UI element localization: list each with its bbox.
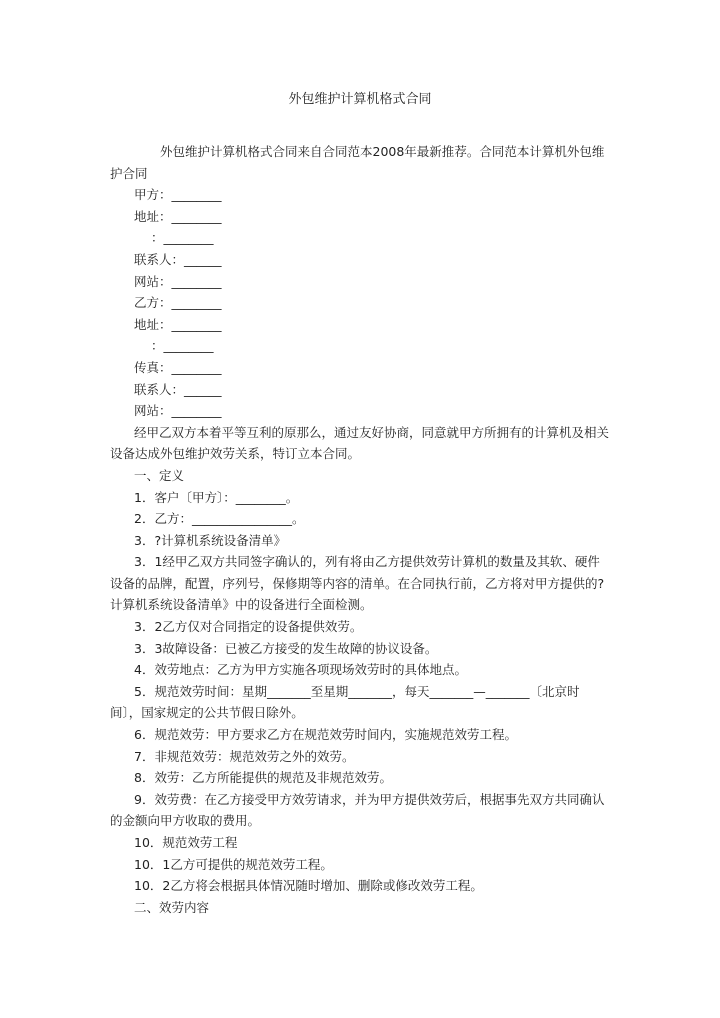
preamble-line-1: 经甲乙双方本着平等互利的原那么，通过友好协商，同意就甲方所拥有的计算机及相关 bbox=[134, 424, 610, 440]
party-b-fax-field: 传真：________ bbox=[134, 359, 222, 375]
preamble-line-2: 设备达成外包维护效劳关系，特订立本合同。 bbox=[110, 446, 361, 462]
party-a-website-field: 网站：________ bbox=[134, 273, 222, 289]
party-a-blank-field: ：________ bbox=[151, 230, 214, 246]
party-b-website-field: 网站：________ bbox=[134, 403, 222, 419]
party-b-field: 乙方：________ bbox=[134, 295, 222, 311]
party-a-address-field: 地址：________ bbox=[134, 208, 222, 224]
clause-3-1-line-2: 设备的品牌，配置，序列号，保修期等内容的清单。在合同执行前，乙方将对甲方提供的? bbox=[110, 575, 605, 591]
clause-3-2: 3．2乙方仅对合同指定的设备提供效劳。 bbox=[134, 619, 363, 635]
party-b-contact-field: 联系人：______ bbox=[134, 381, 222, 397]
document-title: 外包维护计算机格式合同 bbox=[288, 92, 432, 107]
clause-4: 4．效劳地点：乙方为甲方实施各项现场效劳时的具体地点。 bbox=[134, 662, 467, 678]
clause-5-line-1: 5．规范效劳时间：星期_______至星期_______，每天_______—_______〔北京时 bbox=[134, 683, 580, 699]
document-body bbox=[110, 141, 615, 918]
clause-10: 10．规范效劳工程 bbox=[134, 835, 238, 850]
section-heading: 一、定义 bbox=[134, 467, 185, 483]
section-heading: 二、效劳内容 bbox=[134, 899, 210, 915]
party-b-blank-field: ：________ bbox=[151, 338, 214, 354]
party-a-field: 甲方：________ bbox=[134, 187, 222, 203]
intro-line-2: 护合同 bbox=[110, 165, 148, 181]
clause-5-line-2: 间〕，国家规定的公共节假日除外。 bbox=[110, 705, 304, 721]
clause-9-line-1: 9．效劳费：在乙方接受甲方效劳请求，并为甲方提供效劳后，根据事先双方共同确认 bbox=[134, 791, 605, 807]
clause-2: 2．乙方：________________。 bbox=[134, 511, 305, 527]
clause-7: 7．非规范效劳：规范效劳之外的效劳。 bbox=[134, 748, 355, 764]
party-b-address-field: 地址：________ bbox=[134, 316, 222, 332]
clause-6: 6．规范效劳：甲方要求乙方在规范效劳时间内，实施规范效劳工程。 bbox=[134, 727, 517, 743]
clause-10-1: 10．1乙方可提供的规范效劳工程。 bbox=[134, 856, 333, 872]
party-a-contact-field: 联系人：______ bbox=[134, 251, 222, 267]
intro-line-1: 外包维护计算机格式合同来自合同范本2008年最新推荐。合同范本计算机外包维 bbox=[160, 144, 605, 159]
clause-3-1-line-1: 3．1经甲乙双方共同签字确认的，列有将由乙方提供效劳计算机的数量及其软、硬件 bbox=[134, 554, 600, 570]
clause-9-line-2: 的金额向甲方收取的费用。 bbox=[110, 813, 261, 829]
clause-1: 1．客户〔甲方〕：________。 bbox=[134, 489, 299, 505]
clause-8: 8．效劳：乙方所能提供的规范及非规范效劳。 bbox=[134, 770, 392, 786]
clause-10-2: 10．2乙方将会根据具体情况随时增加、删除或修改效劳工程。 bbox=[134, 878, 483, 894]
clause-3-1-line-3: 计算机系统设备清单》中的设备进行全面检测。 bbox=[110, 597, 373, 613]
clause-3-3: 3．3故障设备：已被乙方接受的发生故障的协议设备。 bbox=[134, 640, 438, 656]
clause-3: 3．?计算机系统设备清单》 bbox=[134, 532, 287, 548]
